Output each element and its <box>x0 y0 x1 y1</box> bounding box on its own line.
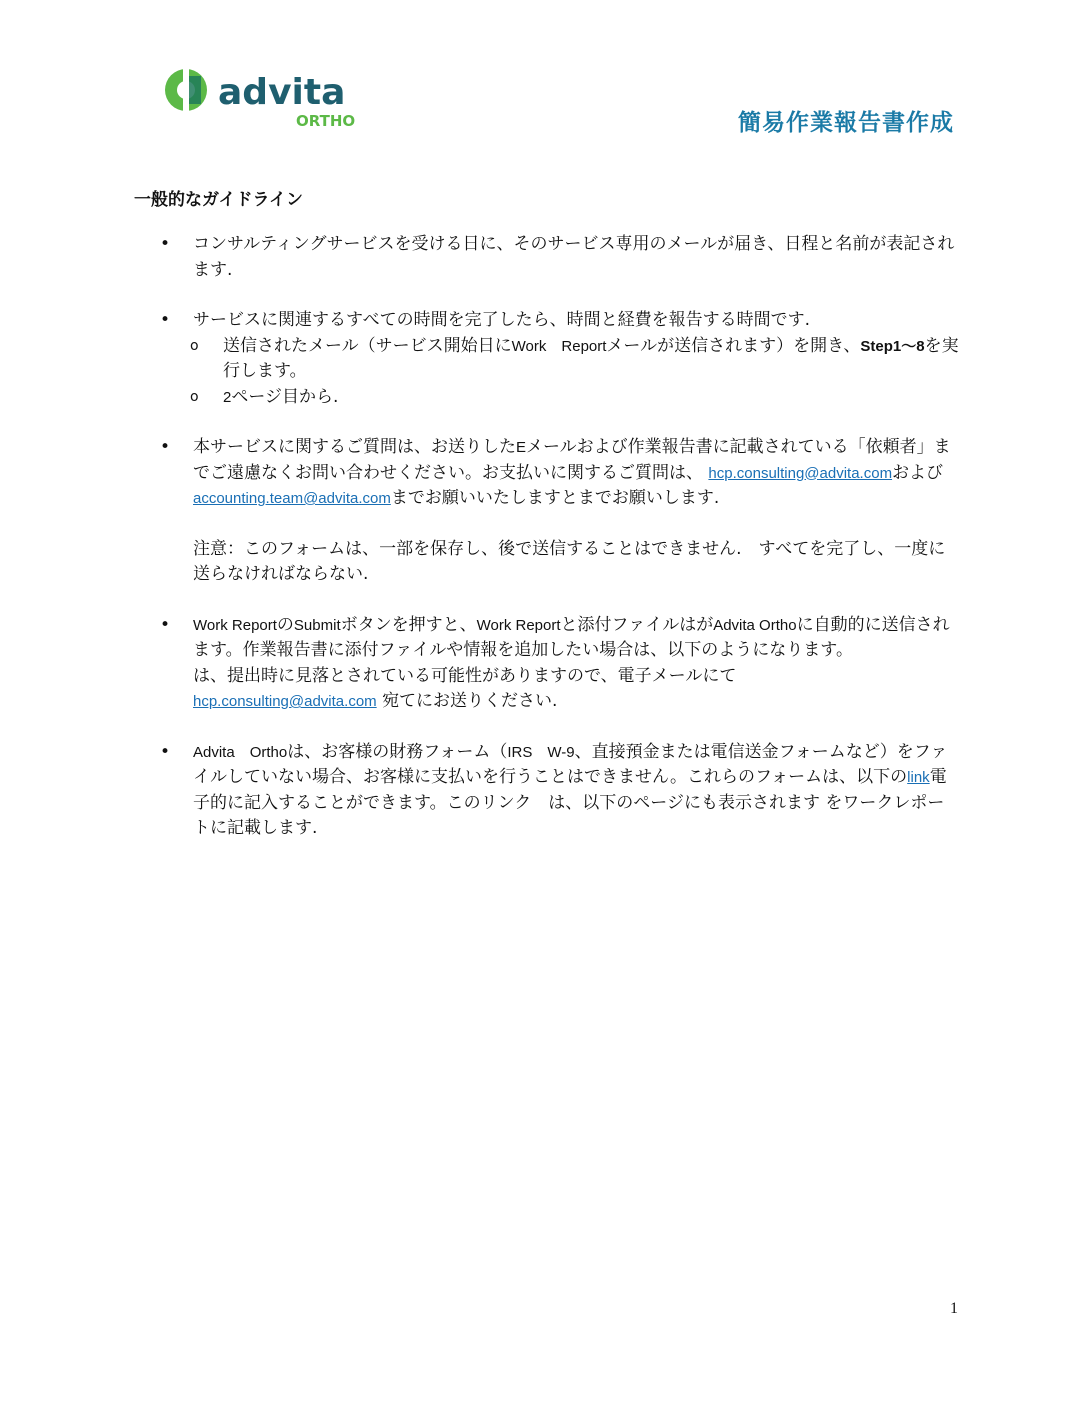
sub-list-item: o 2ページ目から. <box>160 385 960 411</box>
advita-ortho-logo <box>164 62 374 132</box>
bullet-icon: • <box>160 437 171 457</box>
consulting-email-link[interactable]: hcp.consulting@advita.com <box>708 464 893 482</box>
accounting-email-link[interactable]: accounting.team@advita.com <box>193 490 391 507</box>
note-text: 注意：このフォームは、一部を保存し、後で送信することはできません. すべてを完了し、一度に送らなければならない. <box>193 538 946 584</box>
bullet-text: コンサルティングサービスを受ける日に、そのサービス専用のメールが届き、日程と名前が表記されます. <box>193 234 955 280</box>
list-item: • Advita Orthoは、お客様の財務フォーム（IRS W-9、直接預金または電信送金フォームなど）をファイルしていない場合、お客様に支払いを行うことはできません。これらのフォームは、以下のlink電子的に記入することができます。このリンク は、以下のページにも表示されます をワークレポートに記載します. <box>160 741 948 838</box>
list-item <box>160 308 960 410</box>
guidelines-list <box>160 232 960 842</box>
financial-forms-link[interactable]: link <box>907 769 930 786</box>
logo-word: advita <box>218 72 346 113</box>
section-title: 一般的なガイドライン <box>134 190 303 210</box>
page-number: 1 <box>950 1300 958 1317</box>
circle-bullet-icon: o <box>190 337 199 354</box>
bullet-icon: • <box>160 741 171 762</box>
list-item: • Work ReportのSubmitボタンを押すと、Work Reportと添付ファイルはがAdvita Orthoに自動的に送信されます。作業報告書に添付ファイルや情報を追加したい場合は、以下のようになります。 は、提出時に見落とされている可能性がありますので、電子メールにて hcp.consulting@advita.com 宛てにお送りください. <box>160 614 950 711</box>
bullet-text: サービスに関連するすべての時間を完了したら、時間と経費を報告する時間です. <box>193 310 811 330</box>
circle-bullet-icon: o <box>190 388 199 405</box>
bullet-icon: • <box>160 234 171 254</box>
page-title: 簡易作業報告書作成 <box>738 110 954 136</box>
logo-sub: ORTHO <box>296 112 356 130</box>
bullet-icon: • <box>160 310 171 330</box>
list-item: • 本サービスに関するご質問は、お送りしたEメールおよび作業報告書に記載されている「依頼者」までご遠慮なくお問い合わせください。お支払いに関するご質問は、 hcp.consulting@advita.comおよびaccounting.team@advita.comまでお願いいたしますとまでお願いします. 注意：このフォームは、一部を保存し、後で送信することはできません. すべてを完了し、一度に送らなければならない. <box>160 435 960 588</box>
sub-list-item: o 送信されたメール（サービス開始日にWork Reportメールが送信されます）を開き、Step1〜8を実行します。 <box>190 335 959 381</box>
list-item <box>160 232 960 283</box>
bullet-icon: • <box>160 614 171 635</box>
consulting-email-link[interactable]: hcp.consulting@advita.com <box>193 693 377 710</box>
